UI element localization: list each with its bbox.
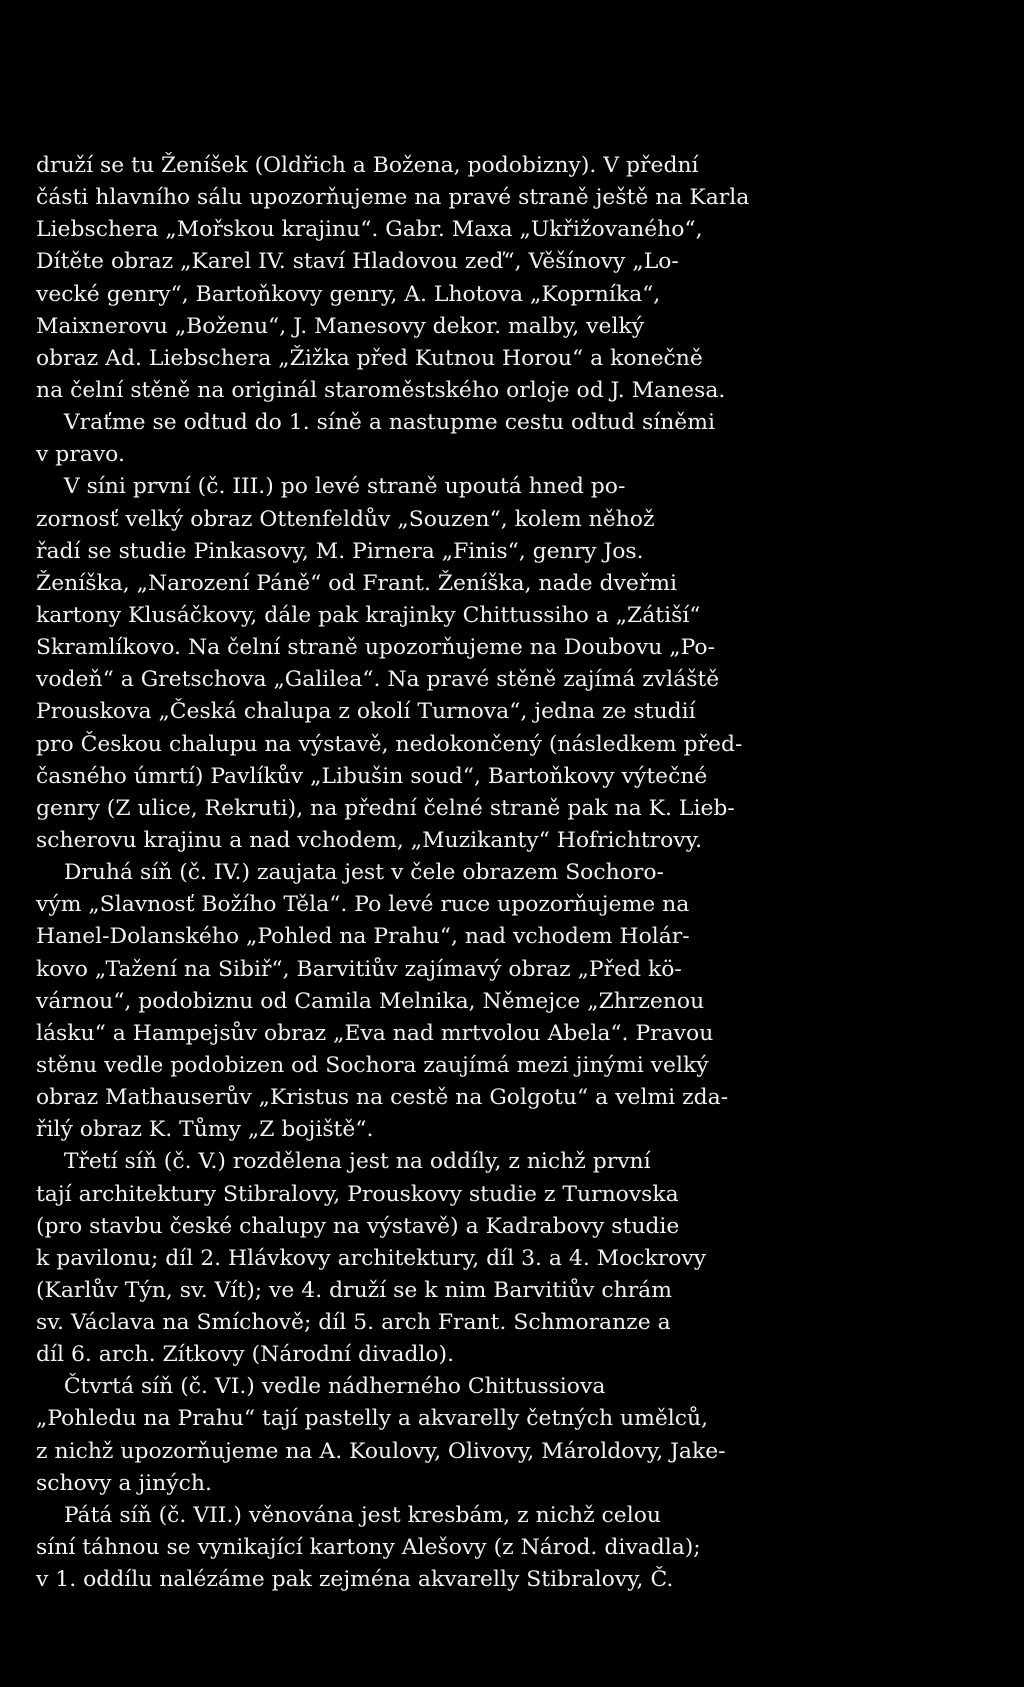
text-line: na čelní stěně na originál staroměstského orloje od J. Manesa. [36,377,726,403]
text-line: várnou“, podobiznu od Camila Melnika, Němejce „Zhrzenou [36,988,705,1014]
text-line: časného úmrtí) Pavlíkův „Libušin soud“, Bartoňkovy výtečné [36,763,708,789]
text-line: lásku“ a Hampejsův obraz „Eva nad mrtvolou Abela“. Pravou [36,1020,714,1046]
text-line: tají architektury Stibralovy, Prouskovy studie z Turnovska [36,1181,679,1207]
text-line: z nichž upozorňujeme na A. Koulovy, Olivovy, Mároldovy, Jake- [36,1438,726,1464]
body-text [36,150,1016,1596]
text-line: díl 6. arch. Zítkovy (Národní divadlo). [36,1342,455,1368]
text-line: Skramlíkovo. Na čelní straně upozorňujeme na Doubovu „Po- [36,635,715,661]
text-line: Vraťme se odtud do 1. síně a nastupme cestu odtud síněmi [36,410,715,436]
text-line: (Karlův Týn, sv. Vít); ve 4. druží se k nim Barvitiův chrám [36,1277,672,1303]
text-line: Dítěte obraz „Karel IV. staví Hladovou zeď“, Věšínovy „Lo- [36,249,679,275]
text-line: v pravo. [36,442,125,468]
text-line: vecké genry“, Bartoňkovy genry, A. Lhotova „Koprníka“, [36,281,661,307]
text-line: Čtvrtá síň (č. VI.) vedle nádherného Chittussiova [36,1374,606,1400]
text-line: Třetí síň (č. V.) rozdělena jest na oddíly, z nichž první [36,1149,651,1175]
text-line: Druhá síň (č. IV.) zaujata jest v čele obrazem Sochoro- [36,860,664,886]
text-line: Hanel-Dolanského „Pohled na Prahu“, nad vchodem Holár- [36,924,690,950]
text-line: zornosť velký obraz Ottenfeldův „Souzen“, kolem něhož [36,506,655,532]
text-line: genry (Z ulice, Rekruti), na přední čelné straně pak na K. Lieb- [36,795,735,821]
text-line: obraz Ad. Liebschera „Žižka před Kutnou Horou“ a konečně [36,345,703,371]
text-line: vým „Slavnosť Božího Těla“. Po levé ruce upozorňujeme na [36,892,690,918]
text-line: schovy a jiných. [36,1470,212,1496]
text-line: Ženíška, „Narození Páně“ od Frant. Ženíška, nade dveřmi [36,570,678,596]
text-line: části hlavního sálu upozorňujeme na pravé straně ještě na Karla [36,185,750,211]
text-line: stěnu vedle podobizen od Sochora zaujímá mezi jinými velký [36,1052,709,1078]
text-line: Maixnerovu „Boženu“, J. Manesovy dekor. malby, velký [36,313,645,339]
text-line: síní táhnou se vynikající kartony Alešovy (z Národ. divadla); [36,1535,701,1561]
text-line: Prouskova „Česká chalupa z okolí Turnova“, jedna ze studií [36,699,696,725]
text-line: V síni první (č. III.) po levé straně upoutá hned po- [36,474,626,500]
text-line: Pátá síň (č. VII.) věnována jest kresbám, z nichž celou [36,1502,662,1528]
text-line: kovo „Tažení na Sibiř“, Barvitiův zajímavý obraz „Před kö- [36,956,682,982]
text-line: (pro stavbu české chalupy na výstavě) a Kadrabovy studie [36,1213,680,1239]
text-line: „Pohledu na Prahu“ tají pastelly a akvarelly četných umělců, [36,1406,709,1432]
text-line: sv. Václava na Smíchově; díl 5. arch Frant. Schmoranze a [36,1310,671,1336]
text-line: řadí se studie Pinkasovy, M. Pirnera „Finis“, genry Jos. [36,538,644,564]
text-line: scherovu krajinu a nad vchodem, „Muzikanty“ Hofrichtrovy. [36,827,703,853]
text-line: Liebschera „Mořskou krajinu“. Gabr. Maxa „Ukřižovaného“, [36,217,703,243]
text-line: v 1. oddílu nalézáme pak zejména akvarelly Stibralovy, Č. [36,1567,674,1593]
text-line: vodeň“ a Gretschova „Galilea“. Na pravé stěně zajímá zvláště [36,667,720,693]
text-line: řilý obraz K. Tůmy „Z bojiště“. [36,1117,374,1143]
text-line: kartony Klusáčkovy, dále pak krajinky Chittussiho a „Zátiší“ [36,602,701,628]
text-line: k pavilonu; díl 2. Hlávkovy architektury, díl 3. a 4. Mockrovy [36,1245,707,1271]
text-line: pro Českou chalupu na výstavě, nedokončený (následkem před- [36,731,743,757]
text-line: druží se tu Ženíšek (Oldřich a Božena, podobizny). V přední [36,153,699,178]
text-line: obraz Mathauserův „Kristus na cestě na Golgotu“ a velmi zda- [36,1085,729,1111]
